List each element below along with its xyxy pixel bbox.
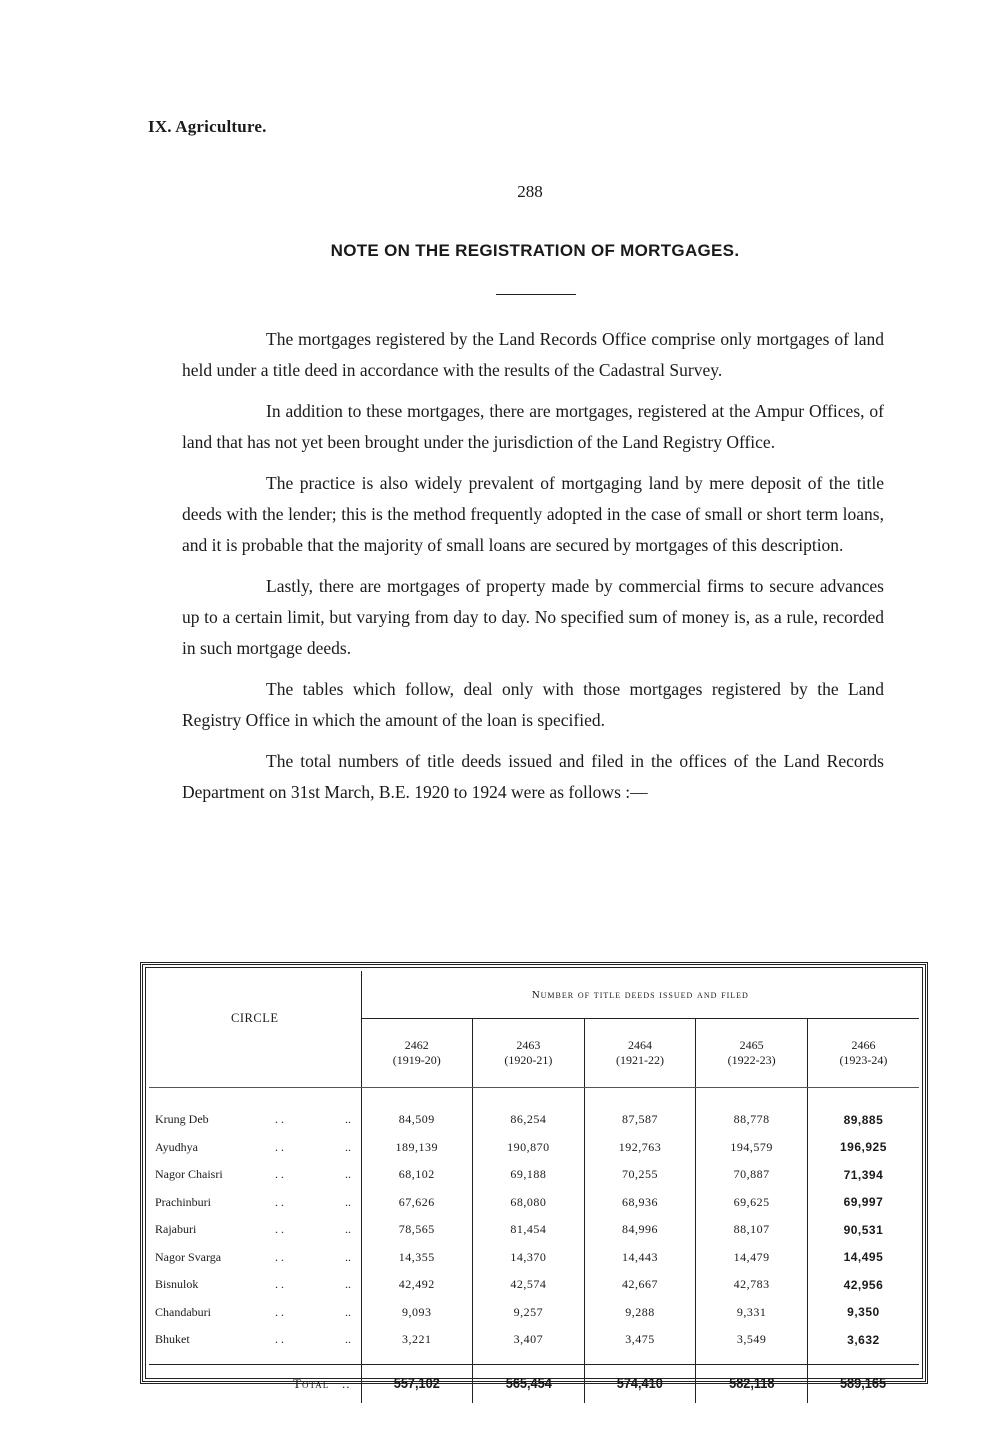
total-label: Total ..: [149, 1364, 361, 1403]
table-row: [149, 1299, 919, 1327]
total-cell: 557,102: [369, 1364, 464, 1403]
table-cell: 71,394: [843, 1167, 884, 1182]
total-row: [149, 1364, 919, 1403]
table-row: [149, 1189, 919, 1217]
table-cell: 42,956: [843, 1277, 884, 1292]
table-cell: 89,885: [843, 1112, 884, 1127]
table-cell: 70,887: [696, 1161, 808, 1189]
table-cell: 88,778: [696, 1106, 808, 1134]
table-row: [149, 1161, 919, 1189]
table-row: [149, 1326, 919, 1354]
table-cell: 9,257: [473, 1299, 585, 1327]
total-cell: 582,118: [704, 1364, 799, 1403]
total-cell: 565,454: [481, 1364, 576, 1403]
paragraph: The tables which follow, deal only with those mortgages registered by the Land Registry Office in which the amount of the loan is specified.: [182, 679, 884, 730]
table-cell: 90,531: [843, 1222, 884, 1237]
table-row: [149, 1244, 919, 1272]
table-cell: 14,443: [584, 1244, 696, 1272]
circle-name: Bisnulok .. ..: [149, 1271, 361, 1299]
paragraph: The practice is also widely prevalent of mortgaging land by mere deposit of the title deeds with the lender; this is the method frequently adopted in the case of small or short term loans, and it is probable that the majority of small loans are secured by mortgages of this description.: [182, 473, 884, 555]
table-cell: 68,102: [361, 1161, 473, 1189]
table-row: [149, 1134, 919, 1162]
table-row: [149, 1216, 919, 1244]
section-heading: IX. Agriculture.: [148, 117, 267, 136]
total-cell: 589,165: [840, 1375, 887, 1392]
table-cell: 3,549: [696, 1326, 808, 1354]
paragraph: The mortgages registered by the Land Records Office comprise only mortgages of land held under a title deed in accordance with the results of the Cadastral Survey.: [182, 329, 884, 380]
deeds-span-header: Number of title deeds issued and filed: [361, 971, 919, 1019]
circle-column-header: CIRCLE: [149, 971, 361, 1088]
circle-name: Krung Deb .. ..: [149, 1106, 361, 1134]
table-cell: 69,997: [843, 1195, 884, 1210]
year-header: 2464 (1921-22): [584, 1019, 696, 1088]
circle-name: Rajaburi .. ..: [149, 1216, 361, 1244]
table-cell: 84,996: [584, 1216, 696, 1244]
title-deeds-table: [149, 971, 919, 1403]
circle-name: Nagor Chaisri .. ..: [149, 1161, 361, 1189]
table-cell: 42,667: [584, 1271, 696, 1299]
year-header: 2463 (1920-21): [473, 1019, 585, 1088]
table-cell: 3,632: [847, 1332, 880, 1347]
page-number: 288: [517, 182, 543, 201]
table-cell: 3,221: [361, 1326, 473, 1354]
table-cell: 78,565: [361, 1216, 473, 1244]
table-cell: 42,492: [361, 1271, 473, 1299]
circle-name: Chandaburi .. ..: [149, 1299, 361, 1327]
table-cell: 14,495: [843, 1250, 884, 1265]
year-header: 2465 (1922-23): [696, 1019, 808, 1088]
circle-name: Ayudhya .. ..: [149, 1134, 361, 1162]
total-cell: 574,410: [593, 1364, 688, 1403]
paragraph: The total numbers of title deeds issued and filed in the offices of the Land Records Department on 31st March, B.E. 1920 to 1924 were as follows :—: [182, 751, 884, 802]
table-cell: 189,139: [361, 1134, 473, 1162]
table-cell: 42,574: [473, 1271, 585, 1299]
paragraph: Lastly, there are mortgages of property made by commercial firms to secure advances up to a certain limit, but varying from day to day. No specified sum of money is, as a rule, recorded in such mortgage deeds.: [182, 576, 884, 658]
table-cell: 14,355: [361, 1244, 473, 1272]
circle-name: Prachinburi .. ..: [149, 1189, 361, 1217]
paragraph: In addition to these mortgages, there are mortgages, registered at the Ampur Offices, of land that has not yet been brought under the jurisdiction of the Land Registry Office.: [182, 401, 884, 452]
table-cell: 9,288: [584, 1299, 696, 1327]
table-cell: 84,509: [361, 1106, 473, 1134]
table-cell: 194,579: [696, 1134, 808, 1162]
table-cell: 69,625: [696, 1189, 808, 1217]
table-cell: 86,254: [473, 1106, 585, 1134]
table-cell: 68,080: [473, 1189, 585, 1217]
table-cell: 87,587: [584, 1106, 696, 1134]
table-cell: 68,936: [584, 1189, 696, 1217]
year-header: 2466 (1923-24): [807, 1019, 919, 1088]
table-cell: 9,093: [361, 1299, 473, 1327]
table-cell: 14,370: [473, 1244, 585, 1272]
table-cell: 196,925: [839, 1140, 887, 1155]
circle-name: Bhuket .. ..: [149, 1326, 361, 1354]
circle-name: Nagor Svarga .. ..: [149, 1244, 361, 1272]
table-cell: 81,454: [473, 1216, 585, 1244]
table-cell: 9,331: [696, 1299, 808, 1327]
table-cell: 69,188: [473, 1161, 585, 1189]
table-row: [149, 1106, 919, 1134]
table-cell: 67,626: [361, 1189, 473, 1217]
table-cell: 190,870: [473, 1134, 585, 1162]
table-cell: 3,407: [473, 1326, 585, 1354]
title-divider: [496, 294, 576, 295]
table-cell: 192,763: [584, 1134, 696, 1162]
title-deeds-table-frame: [140, 962, 928, 1392]
body-text: [182, 324, 884, 818]
table-row: [149, 1271, 919, 1299]
table-cell: 14,479: [696, 1244, 808, 1272]
table-cell: 9,350: [847, 1305, 880, 1320]
table-cell: 42,783: [696, 1271, 808, 1299]
table-cell: 70,255: [584, 1161, 696, 1189]
table-cell: 88,107: [696, 1216, 808, 1244]
table-cell: 3,475: [584, 1326, 696, 1354]
document-title: NOTE ON THE REGISTRATION OF MORTGAGES.: [330, 241, 740, 260]
year-header: 2462 (1919-20): [361, 1019, 473, 1088]
